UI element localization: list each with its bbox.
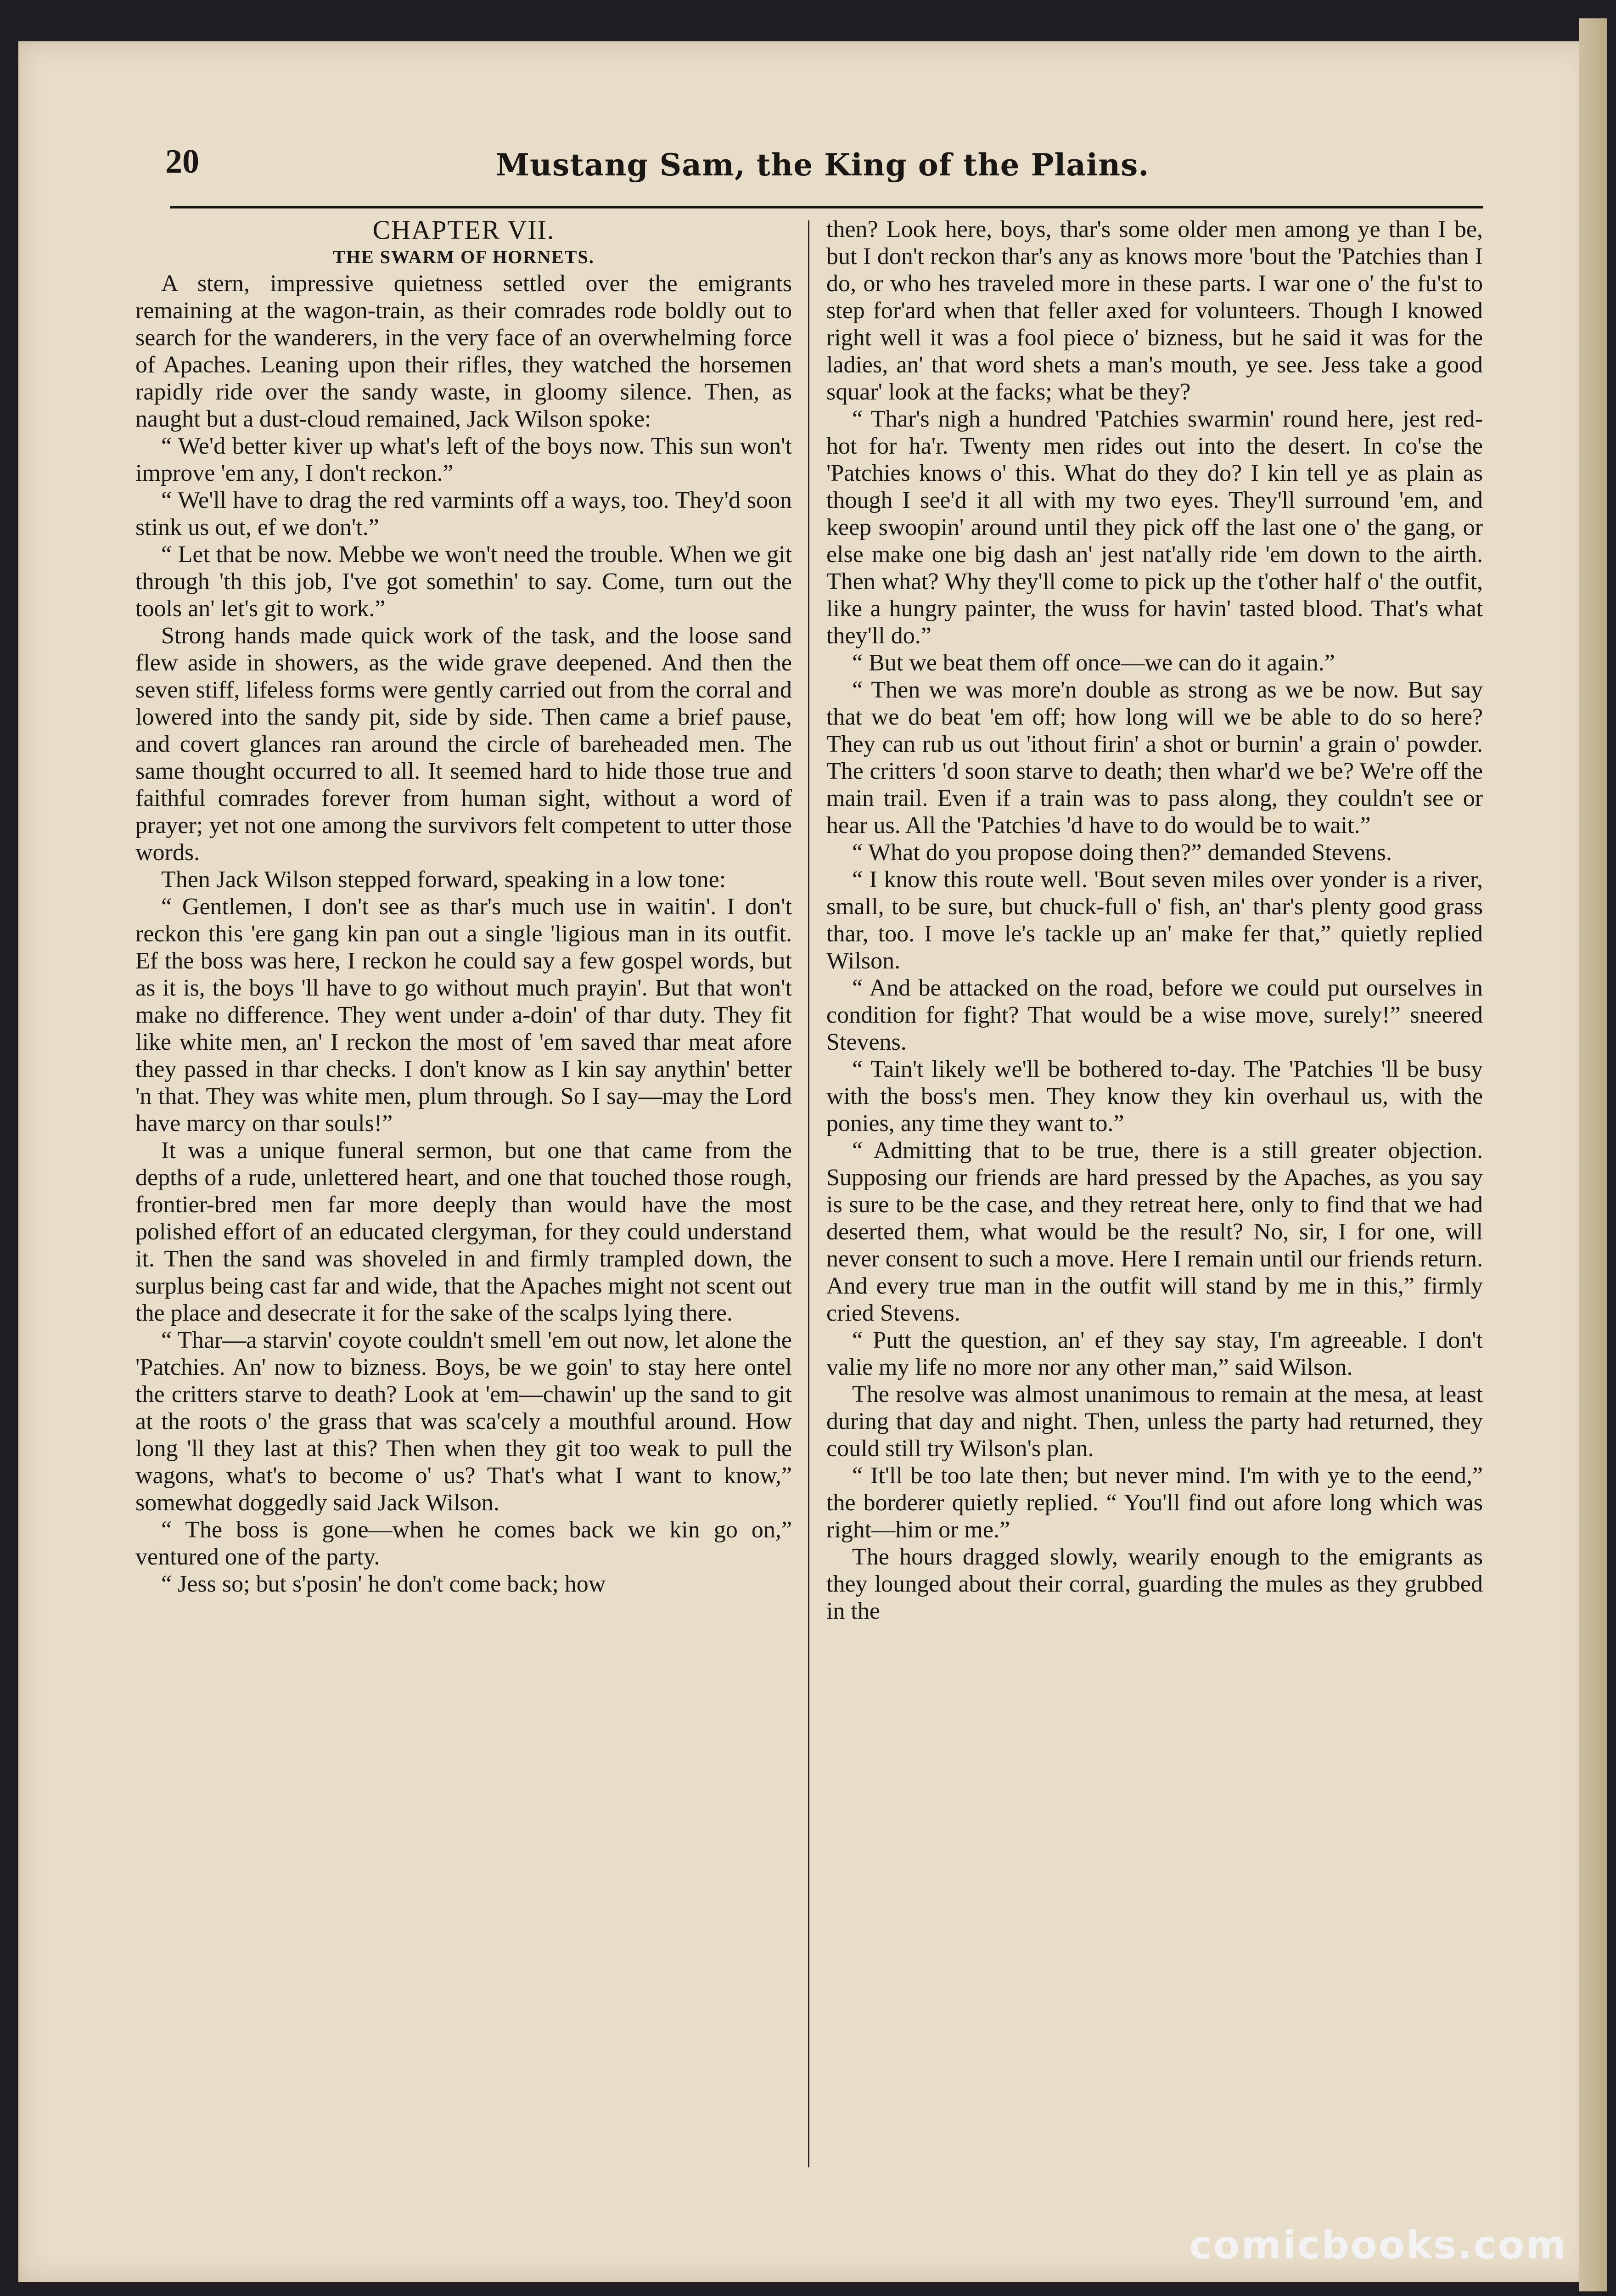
chapter-title: CHAPTER VII. bbox=[372, 215, 555, 245]
page-number: 20 bbox=[165, 143, 199, 180]
paragraph: “ Gentlemen, I don't see as thar's much use in waitin'. I don't reckon this 'ere gang kin pan out a single 'ligious man in its outfit. Ef the boss was here, I reckon he could say a few gospel words, but as it is, the boys 'll have to go without much prayin'. But that won't make no difference. They went under a-doin' of thar duty. They fit like white men, an' I reckon the most of 'em saved thar meat afore they passed in thar checks. I don't know as I kin say anythin' better 'n that. They was white men, plum through. So I say—may the Lord have marcy on thar souls!” bbox=[135, 894, 792, 1137]
column-divider bbox=[808, 220, 809, 2167]
paragraph: “ What do you propose doing then?” demanded Stevens. bbox=[852, 839, 1392, 866]
paragraph: “ Let that be now. Mebbe we won't need the trouble. When we git through 'th this job, I've got somethin' to say. Come, turn out the tools an' let's git to work.” bbox=[135, 541, 792, 622]
left-column bbox=[135, 216, 792, 1598]
paragraph: “ We'd better kiver up what's left of the boys now. This sun won't improve 'em any, I don't reckon.” bbox=[135, 433, 792, 486]
paragraph: The hours dragged slowly, wearily enough to the emigrants as they lounged about their corral, guarding the mules as they grubbed in the bbox=[826, 1544, 1483, 1624]
page-header bbox=[142, 138, 1474, 188]
paragraph: “ Thar's nigh a hundred 'Patchies swarmin' round here, jest red-hot for ha'r. Twenty men rides out into the desert. In co'se the 'Patchies knows o' this. What do they do? I kin tell ye as plain as though I see'd it all with my two eyes. They'll surround 'em, and keep swoopin' around until they pick off the last one o' the gang, or else make one big dash an' jest nat'ally ride 'em down to the airth. Then what? Why they'll come to pick up the t'other half o' the outfit, like a hungry painter, the wuss for havin' tasted blood. That's what they'll do.” bbox=[826, 406, 1483, 649]
paragraph: “ Then we was more'n double as strong as we be now. But say that we do beat 'em off; how long will we be able to do so here? They can rub us out 'ithout firin' a shot or burnin' a grain o' powder. The critters 'd soon starve to death; then whar'd we be? We're off the main trail. Even if a train was to pass along, they couldn't see or hear us. All the 'Patchies 'd have to do would be to wait.” bbox=[826, 677, 1483, 838]
paragraph: then? Look here, boys, thar's some older men among ye than I be, but I don't reckon thar's any as knows more 'bout the 'Patchies than I do, or who hes traveled more in these parts. I war one o' the fu'st to step for'ard when that feller axed for volunteers. Though I knowed right well it was a fool piece o' bizness, but he said it was for the ladies, an' that word shets a man's mouth, ye see. Jess take a good squar' look at the facks; what be they? bbox=[826, 216, 1483, 405]
paragraph: “ Tain't likely we'll be bothered to-day. The 'Patchies 'll be busy with the boss's men. They know they kin overhaul us, with the ponies, any time they want to.” bbox=[826, 1056, 1483, 1137]
paragraph: Then Jack Wilson stepped forward, speaking in a low tone: bbox=[161, 867, 726, 893]
running-title: Mustang Sam, the King of the Plains. bbox=[496, 147, 1150, 183]
paragraph: “ We'll have to drag the red varmints off a ways, too. They'd soon stink us out, ef we don't.” bbox=[135, 487, 792, 540]
paragraph: It was a unique funeral sermon, but one that came from the depths of a rude, unlettered heart, and one that touched those rough, frontier-bred men far more deeply than would have the most polished effort of an educated clergyman, for they could understand it. Then the sand was shoveled in and firmly trampled down, the surplus being cast far and wide, that the Apaches might not scent out the place and desecrate it for the sake of the scalps lying there. bbox=[135, 1137, 792, 1326]
right-column bbox=[826, 216, 1483, 1625]
paragraph: “ Putt the question, an' ef they say stay, I'm agreeable. I don't valie my life no more nor any other man,” said Wilson. bbox=[826, 1327, 1483, 1380]
paragraph: The resolve was almost unanimous to remain at the mesa, at least during that day and night. Then, unless the party had returned, they could still try Wilson's plan. bbox=[826, 1381, 1483, 1462]
page-edge bbox=[1579, 18, 1607, 2291]
chapter-subtitle: THE SWARM OF HORNETS. bbox=[333, 247, 595, 267]
paragraph: “ And be attacked on the road, before we could put ourselves in condition for fight? That would be a wise move, surely!” sneered Stevens. bbox=[826, 975, 1483, 1055]
paragraph: “ Thar—a starvin' coyote couldn't smell 'em out now, let alone the 'Patchies. An' now to bizness. Boys, be we goin' to stay here ontel the critters starve to death? Look at 'em—chawin' up the sand to git at the roots o' the grass that was sca'cely a mouthful around. How long 'll they last at this? Then when they git too weak to pull the wagons, what's to become o' us? That's what I want to know,” somewhat doggedly said Jack Wilson. bbox=[135, 1327, 792, 1516]
paragraph: “ I know this route well. 'Bout seven miles over yonder is a river, small, to be sure, but chuck-full o' fish, an' thar's plenty good grass thar, too. I move le's tackle up an' make fer that,” quietly replied Wilson. bbox=[826, 867, 1483, 974]
paragraph: A stern, impressive quietness settled over the emigrants remaining at the wagon-train, as their comrades rode boldly out to search for the wanderers, in the very face of an overwhelming force of Apaches. Leaning upon their rifles, they watched the horsemen rapidly ride over the sandy waste, in gloomy silence. Then, as naught but a dust-cloud remained, Jack Wilson spoke: bbox=[135, 270, 792, 432]
paragraph: “ But we beat them off once—we can do it again.” bbox=[852, 650, 1335, 676]
paragraph: “ Jess so; but s'posin' he don't come back; how bbox=[161, 1571, 606, 1597]
paragraph: “ It'll be too late then; but never mind. I'm with ye to the eend,” the borderer quietly replied. “ You'll find out afore long which was right—him or me.” bbox=[826, 1463, 1483, 1543]
paragraph: “ Admitting that to be true, there is a still greater objection. Supposing our friends are hard pressed by the Apaches, as you say is sure to be the case, and they retreat here, only to find that we had deserted them, what would be the result? No, sir, I for one, will never consent to such a move. Here I remain until our friends return. And every true man in the outfit will stand by me in this,” firmly cried Stevens. bbox=[826, 1137, 1483, 1326]
watermark: comicbooks.com bbox=[1189, 2223, 1567, 2268]
paragraph: Strong hands made quick work of the task, and the loose sand flew aside in showers, as the wide grave deepened. And then the seven stiff, lifeless forms were gently carried out from the corral and lowered into the sandy pit, side by side. Then came a brief pause, and covert glances ran around the circle of bareheaded men. The same thought occurred to all. It seemed hard to hide those true and faithful comrades forever from human sight, without a word of prayer; yet not one among the survivors felt competent to utter those words. bbox=[135, 623, 792, 866]
header-rule bbox=[170, 206, 1483, 208]
paragraph: “ The boss is gone—when he comes back we kin go on,” ventured one of the party. bbox=[135, 1517, 792, 1570]
